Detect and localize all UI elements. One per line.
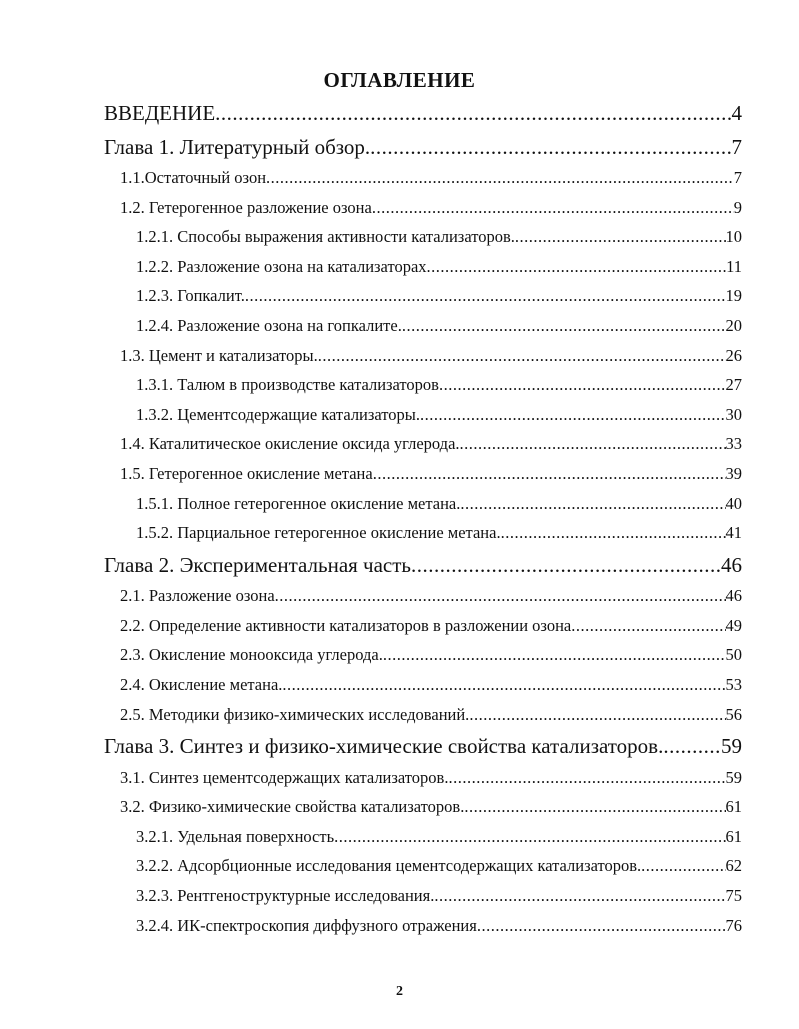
- toc-entry-page: 61: [725, 797, 742, 817]
- toc-entry-label: 3.2. Физико-химические свойства катализаторов.: [120, 797, 465, 817]
- toc-entry[interactable]: [104, 553, 742, 587]
- toc-entry-label: 1.5.2. Парциальное гетерогенное окисление метана.: [136, 523, 501, 543]
- toc-entry[interactable]: [104, 705, 742, 735]
- leader-dots: [448, 768, 725, 788]
- toc-entry[interactable]: [104, 768, 742, 798]
- leader-dots: [460, 494, 725, 514]
- toc-entry-label: Глава 2. Экспериментальная часть: [104, 552, 412, 577]
- toc-entry-label: 3.1. Синтез цементсодержащих катализаторов.: [120, 767, 449, 787]
- toc-entry-page: 9: [733, 197, 742, 217]
- leader-dots: [641, 856, 725, 876]
- leader-dots: [266, 168, 734, 188]
- toc-entry[interactable]: [104, 227, 742, 257]
- toc-entry[interactable]: [104, 464, 742, 494]
- toc-entry-label: 1.5.1. Полное гетерогенное окисление метана.: [136, 493, 461, 513]
- toc-entry[interactable]: [104, 101, 742, 135]
- toc-entry[interactable]: [104, 135, 742, 169]
- leader-dots: [275, 586, 726, 606]
- leader-dots: [427, 257, 727, 277]
- toc-entry-label: Глава 3. Синтез и физико-химические свойства катализаторов.: [104, 734, 664, 759]
- toc-entry-page: 39: [725, 463, 742, 483]
- toc-entry-page: 49: [725, 615, 742, 635]
- toc-entry-page: 19: [725, 286, 742, 306]
- toc-entry[interactable]: [104, 645, 742, 675]
- toc-entry-label: 2.1. Разложение озона: [120, 586, 275, 606]
- toc-entry-label: 1.2.2. Разложение озона на катализаторах: [136, 256, 427, 276]
- toc-entry[interactable]: [104, 316, 742, 346]
- toc-entry[interactable]: [104, 827, 742, 857]
- toc-entry-page: 75: [725, 886, 742, 906]
- toc-entry[interactable]: [104, 586, 742, 616]
- toc-entry[interactable]: [104, 856, 742, 886]
- toc-entry-page: 61: [725, 826, 742, 846]
- toc-entry-label: 1.2.3. Гопкалит.: [136, 286, 245, 306]
- toc-entry-page: 59: [721, 734, 742, 759]
- toc-entry[interactable]: [104, 375, 742, 405]
- toc-entry-page: 27: [725, 375, 742, 395]
- toc-entry[interactable]: [104, 616, 742, 646]
- leader-dots: [469, 705, 725, 725]
- toc-entry-label: 1.2. Гетерогенное разложение озона: [120, 197, 372, 217]
- toc-entry-label: 3.2.1. Удельная поверхность: [136, 826, 335, 846]
- toc-entry-label: 2.2. Определение активности катализаторов в разложении озона: [120, 615, 572, 635]
- toc-entry[interactable]: [104, 346, 742, 376]
- toc-entry-label: ВВЕДЕНИЕ: [104, 101, 216, 125]
- toc-entry[interactable]: [104, 886, 742, 916]
- toc-entry[interactable]: [104, 286, 742, 316]
- leader-dots: [477, 916, 726, 936]
- toc-entry-page: 53: [725, 675, 742, 694]
- toc-entry-page: 76: [725, 915, 742, 935]
- toc-entry-label: 1.2.4. Разложение озона на гопкалите.: [136, 315, 402, 335]
- toc-entry-label: 1.3.2. Цементсодержащие катализаторы.: [136, 404, 420, 424]
- page-number: 2: [396, 984, 403, 999]
- leader-dots: [420, 405, 726, 425]
- toc-entry-page: 56: [725, 704, 742, 724]
- leader-dots: [571, 616, 725, 636]
- leader-dots: [663, 734, 721, 759]
- toc-entry-page: 4: [731, 101, 742, 125]
- toc-entry[interactable]: [104, 168, 742, 198]
- leader-dots: [411, 553, 721, 578]
- toc-entry-label: 1.3.1. Талюм в производстве катализаторов: [136, 375, 439, 395]
- toc-entry-label: 2.4. Окисление метана.: [120, 675, 283, 694]
- toc-entry-label: 1.3. Цемент и катализаторы.: [120, 345, 318, 365]
- leader-dots: [318, 346, 726, 366]
- toc-entry[interactable]: [104, 434, 742, 464]
- toc-entry-label: 3.2.3. Рентгеноструктурные исследования.: [136, 886, 435, 906]
- toc-entry-page: 26: [725, 345, 742, 365]
- toc-entry[interactable]: [104, 198, 742, 228]
- toc-entry-page: 46: [721, 552, 742, 577]
- toc-entry-page: 46: [725, 586, 742, 606]
- toc-entry-label: 3.2.4. ИК-спектроскопия диффузного отражения: [136, 915, 477, 935]
- toc-entry-page: 40: [725, 493, 742, 513]
- leader-dots: [515, 227, 726, 247]
- toc-entry[interactable]: [104, 257, 742, 287]
- toc-entry-page: 33: [725, 434, 742, 454]
- toc-entry-page: 50: [725, 645, 742, 665]
- toc-entry-label: Глава 1. Литературный обзор.: [104, 134, 371, 159]
- leader-dots: [373, 464, 726, 484]
- toc-entry[interactable]: [104, 916, 742, 946]
- page-title: ОГЛАВЛЕНИЕ: [323, 68, 476, 92]
- leader-dots: [245, 286, 726, 306]
- toc-entry[interactable]: [104, 675, 742, 705]
- leader-dots: [434, 886, 725, 906]
- toc-entry-label: 2.5. Методики физико-химических исследований.: [120, 704, 470, 724]
- toc-entry-label: 2.3. Окисление монооксида углерода.: [120, 645, 383, 665]
- leader-dots: [460, 434, 726, 454]
- toc-entry-label: 1.2.1. Способы выражения активности катализаторов.: [136, 227, 515, 247]
- toc-entry-label: 3.2.2. Адсорбционные исследования цементсодержащих катализаторов.: [136, 856, 642, 876]
- toc-entry-label: 1.5. Гетерогенное окисление метана: [120, 463, 373, 483]
- leader-dots: [501, 523, 726, 543]
- toc-entry-page: 59: [725, 767, 742, 787]
- toc-entry-page: 7: [733, 168, 742, 187]
- toc-entry-page: 10: [725, 227, 742, 247]
- leader-dots: [215, 101, 731, 126]
- leader-dots: [282, 675, 725, 695]
- leader-dots: [372, 198, 734, 218]
- toc-entry[interactable]: [104, 405, 742, 435]
- toc-entry[interactable]: [104, 734, 742, 768]
- toc-entry-label: 1.4. Каталитическое окисление оксида углерода.: [120, 434, 460, 454]
- toc-entry[interactable]: [104, 523, 742, 553]
- leader-dots: [402, 316, 726, 336]
- leader-dots: [439, 375, 726, 395]
- toc-entry-label: 1.1.Остаточный озон: [120, 168, 267, 187]
- leader-dots: [464, 797, 725, 817]
- toc-entry-page: 11: [726, 256, 742, 276]
- toc-entry-page: 20: [725, 315, 742, 335]
- toc-entry-page: 30: [725, 404, 742, 424]
- table-of-contents: [104, 101, 742, 945]
- toc-entry[interactable]: [104, 797, 742, 827]
- leader-dots: [334, 827, 725, 847]
- toc-entry-page: 41: [725, 523, 742, 543]
- toc-entry-page: 7: [731, 134, 742, 159]
- toc-entry[interactable]: [104, 494, 742, 524]
- toc-entry-page: 62: [725, 856, 742, 876]
- leader-dots: [383, 645, 726, 665]
- leader-dots: [370, 135, 731, 160]
